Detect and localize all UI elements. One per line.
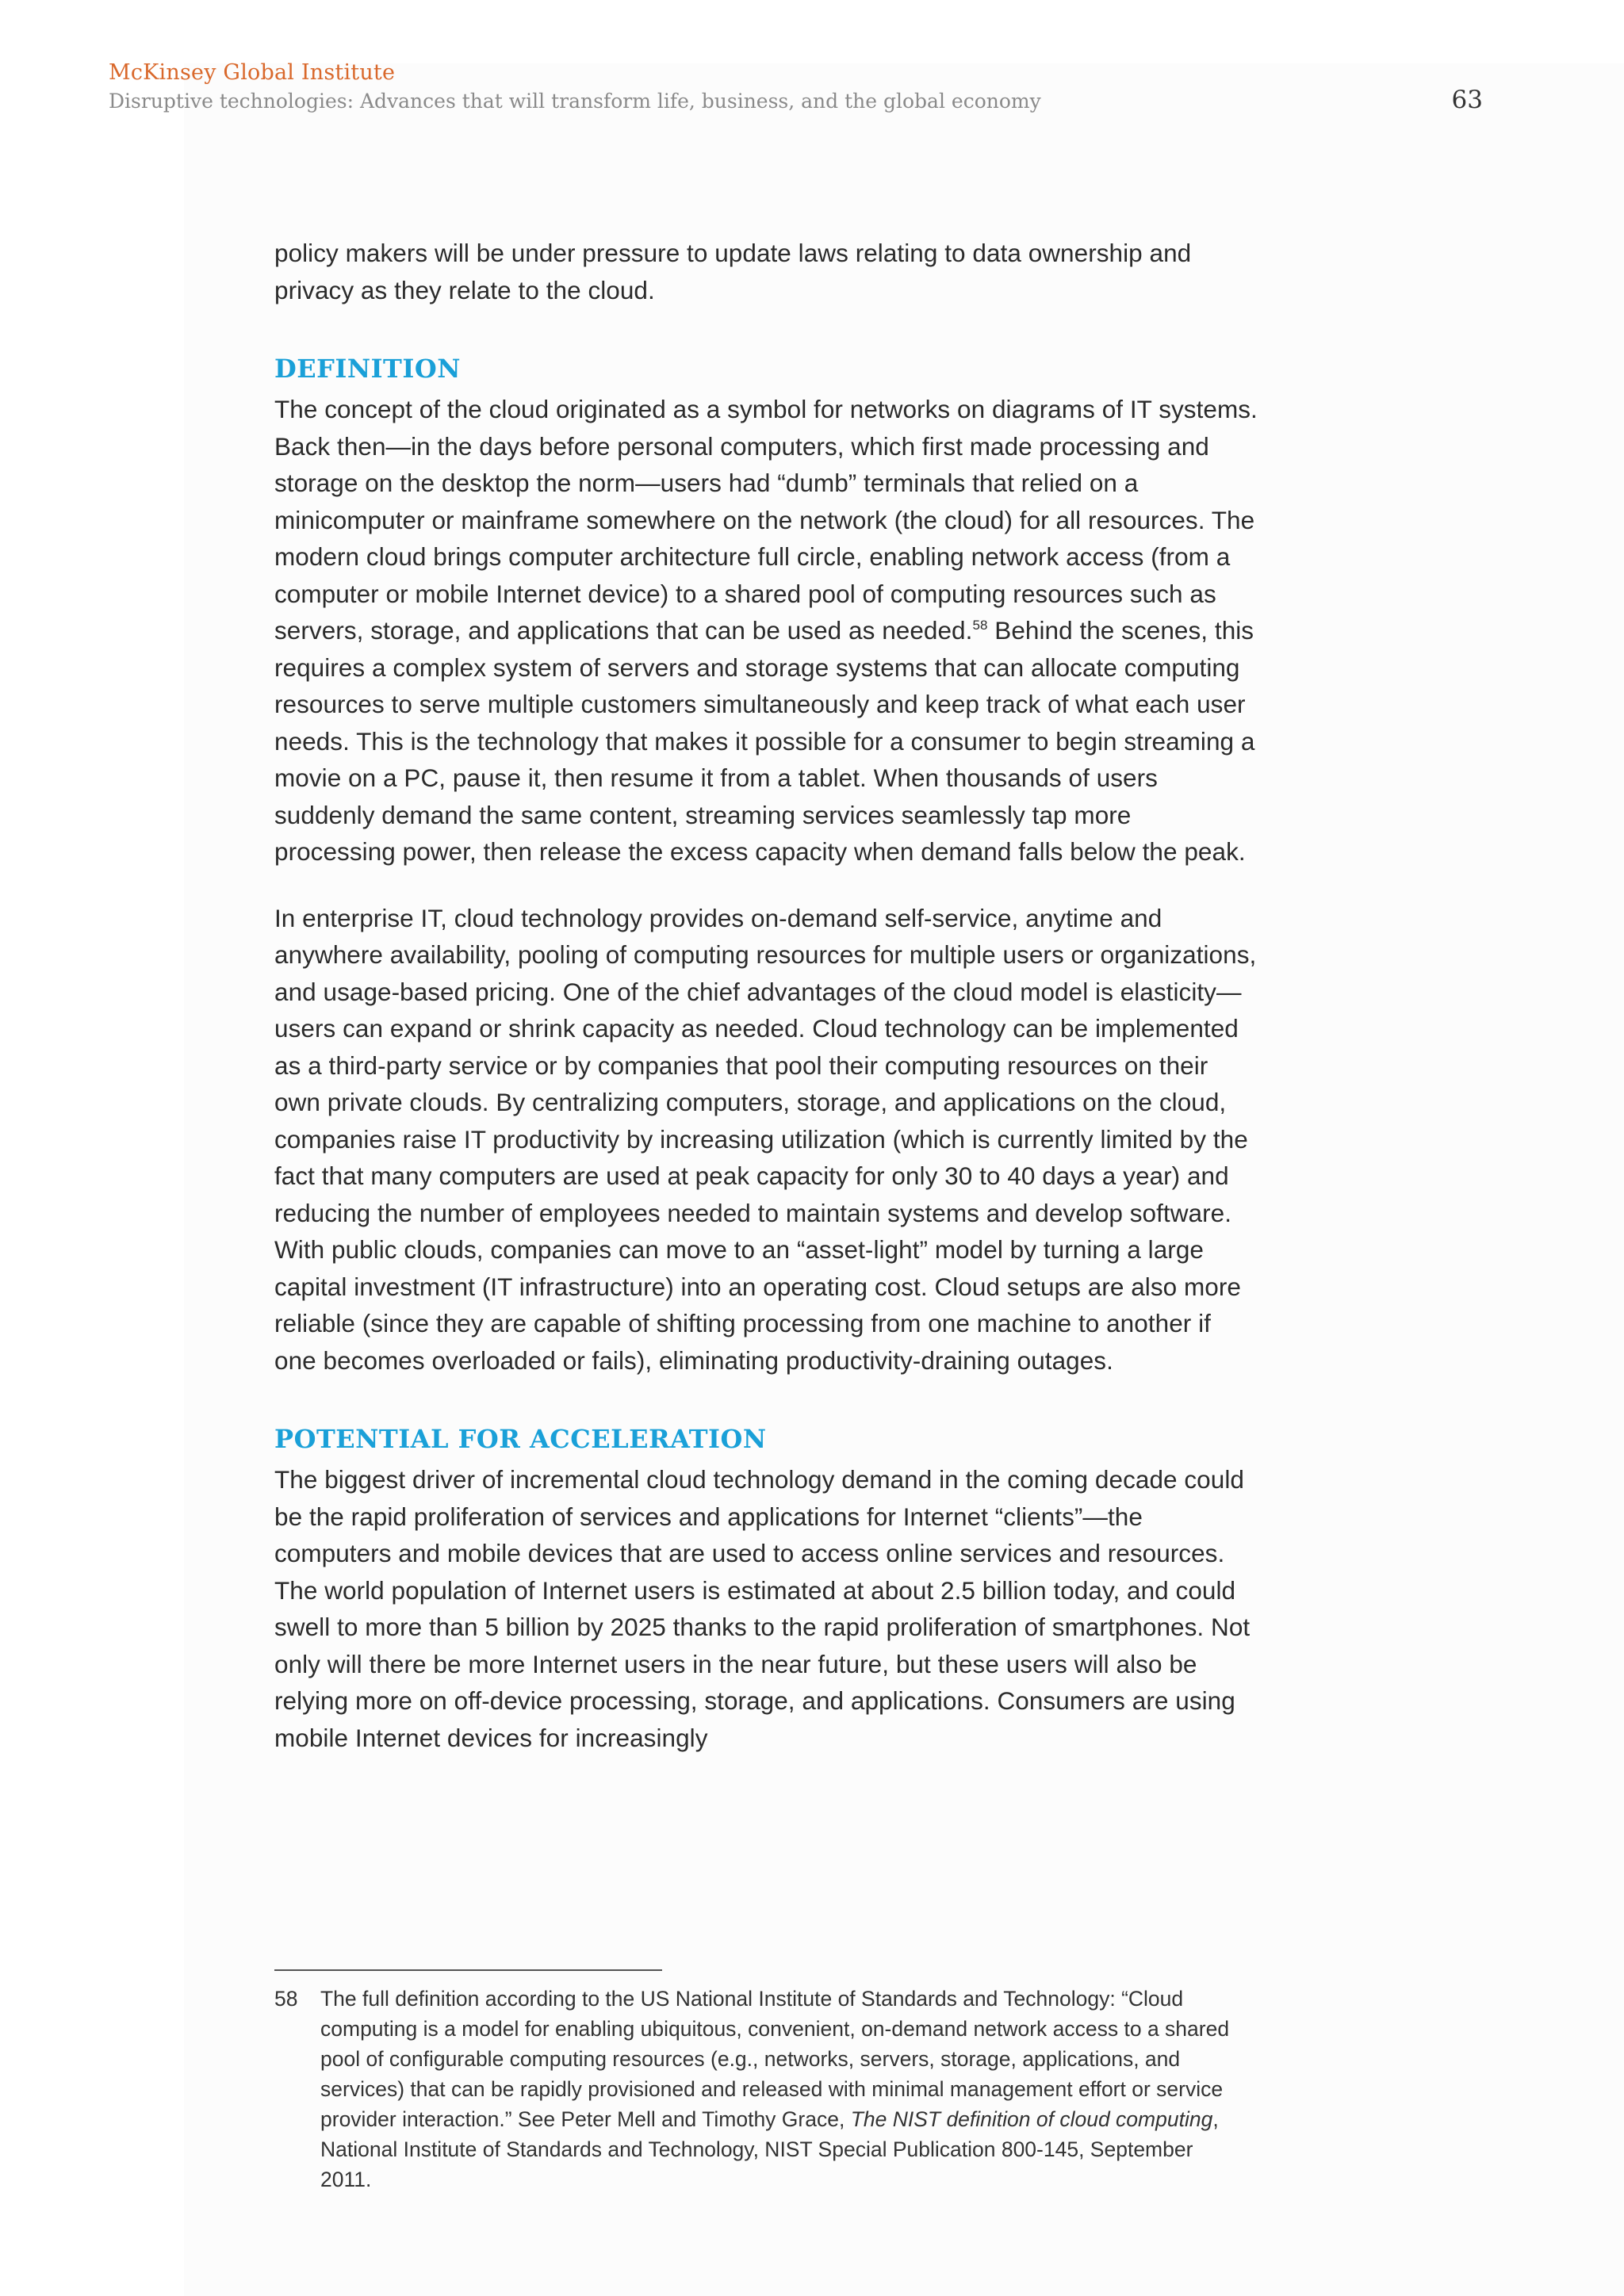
running-header	[109, 59, 1520, 116]
footnote-text-b: , National Institute of Standards and Technology, NIST Special Publication 800-145, September 2011.	[320, 2107, 1219, 2191]
definition-heading: DEFINITION	[274, 354, 461, 384]
acceleration-paragraph-1: The biggest driver of incremental cloud technology demand in the coming decade could be the rapid proliferation of services and applications for Internet “clients”—the computers and mobile devices that are used to access online services and resources. The world population of Internet users is estimated at about 2.5 billion today, and could swell to more than 5 billion by 2025 thanks to the rapid proliferation of smartphones. Not only will there be more Internet users in the near future, but these users will also be relying more on off-device processing, storage, and applications. Consumers are using mobile Internet devices for increasingly	[274, 1465, 1251, 1752]
footnote-reference[interactable]: 58	[972, 618, 988, 633]
footnote-text-a: The full definition according to the US National Institute of Standards and Technology: “Cloud computing is a model for enabling ubiquitous, convenient, on-demand network access to a shared pool of configurable computing resources (e.g., networks, servers, storage, applications, and services) that can be rapidly provisioned and released with minimal management effort or service provider interaction.” See Peter Mell and Timothy Grace,	[320, 1987, 1230, 2131]
definition-paragraph-1	[274, 391, 1258, 871]
acceleration-heading: POTENTIAL FOR ACCELERATION	[274, 1424, 767, 1454]
page-number: 63	[1451, 86, 1483, 114]
main-content	[274, 235, 1258, 1756]
report-title: Disruptive technologies: Advances that will transform life, business, and the global economy	[109, 90, 1041, 113]
publisher-name: McKinsey Global Institute	[109, 60, 396, 85]
footnote-cited-title: The NIST definition of cloud computing	[850, 2107, 1213, 2131]
definition-paragraph-2: In enterprise IT, cloud technology provides on-demand self-service, anytime and anywhere availability, pooling of computing resources for multiple users or organizations, and usage-based pricing. One of the chief advantages of the cloud model is elasticity—users can expand or shrink capacity as needed. Cloud technology can be implemented as a third-party service or by companies that pool their computing resources on their own private clouds. By centralizing computers, storage, and applications on the cloud, companies raise IT productivity by increasing utilization (which is currently limited by the fact that many computers are used at peak capacity for only 30 to 40 days a year) and reducing the number of employees needed to maintain systems and develop software. With public clouds, companies can move to an “asset-light” model by turning a large capital investment (IT infrastructure) into an operating cost. Cloud setups are also more reliable (since they are capable of shifting processing from one machine to another if one becomes overloaded or fails), eliminating productivity-draining outages.	[274, 903, 1257, 1375]
footnote-58	[274, 1984, 1250, 2195]
intro-paragraph: policy makers will be under pressure to update laws relating to data ownership and privacy as they relate to the cloud.	[274, 239, 1192, 304]
footnote-number: 58	[274, 1987, 298, 2011]
footnote-divider	[274, 1969, 662, 1971]
definition-p1-text-a: The concept of the cloud originated as a symbol for networks on diagrams of IT systems. Back then—in the days before personal computers, which first made processing and storage on the desktop the norm—users had “dumb” terminals that relied on a minicomputer or mainframe somewhere on the network (the cloud) for all resources. The modern cloud brings computer architecture full circle, enabling network access (from a computer or mobile Internet device) to a shared pool of computing resources such as servers, storage, and applications that can be used as needed.	[274, 395, 1258, 645]
footnote-text	[320, 1984, 1250, 2195]
definition-p1-text-b: Behind the scenes, this requires a complex system of servers and storage systems that can allocate computing resources to serve multiple customers simultaneously and keep track of what each user needs. This is the technology that makes it possible for a consumer to begin streaming a movie on a PC, pause it, then resume it from a tablet. When thousands of users suddenly demand the same content, streaming services seamlessly tap more processing power, then release the excess capacity when demand falls below the peak.	[274, 616, 1255, 866]
